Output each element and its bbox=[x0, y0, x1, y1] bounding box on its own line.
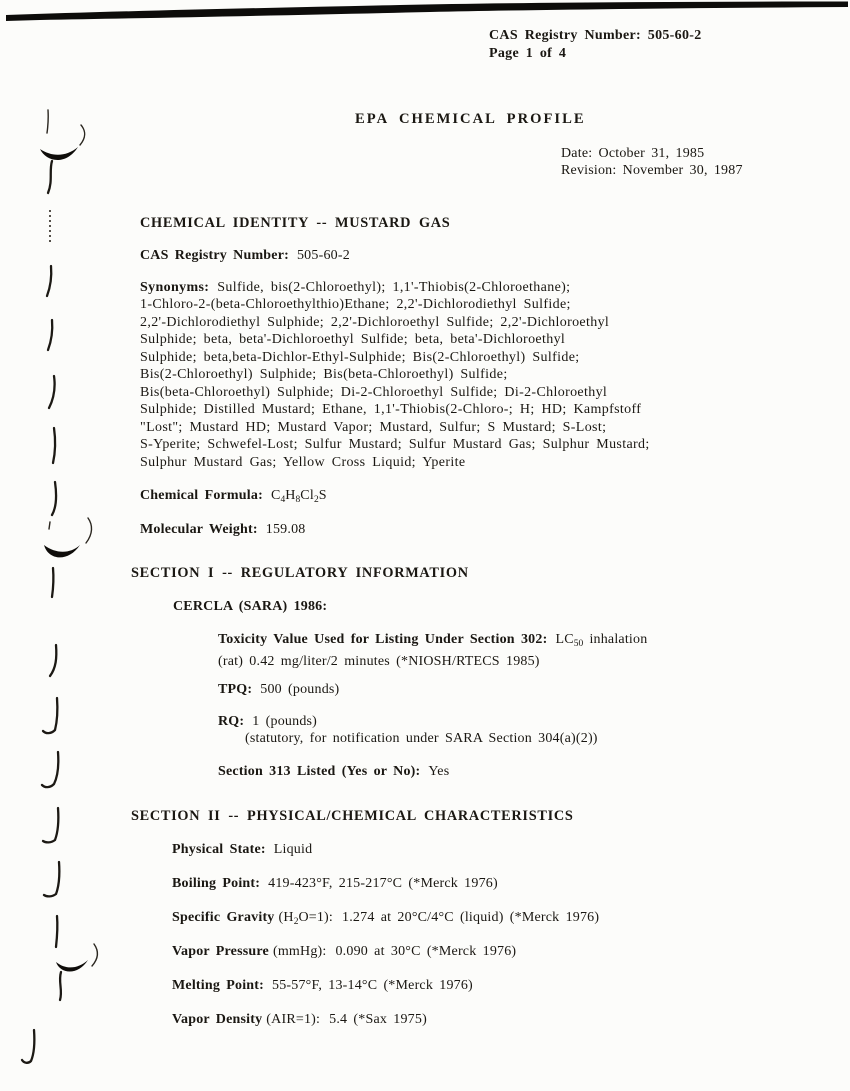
toxicity-label: Toxicity Value Used for Listing Under Section 302: bbox=[218, 632, 548, 647]
cas-registry-value: 505-60-2 bbox=[296, 248, 350, 263]
identity-heading: CHEMICAL IDENTITY -- MUSTARD GAS bbox=[140, 215, 451, 231]
vapor-density-line bbox=[172, 1011, 427, 1028]
tpq-line bbox=[218, 681, 339, 698]
margin-scan-marks bbox=[0, 0, 120, 1091]
toxicity-block bbox=[218, 631, 647, 671]
chemical-formula-label: Chemical Formula: bbox=[140, 488, 263, 503]
cas-registry-label: CAS Registry Number: bbox=[140, 248, 289, 263]
melting-point-value: 55-57°F, 13-14°C (*Merck 1976) bbox=[272, 978, 473, 993]
synonyms-line: Sulphide; beta,beta-Dichlor-Ethyl-Sulphide; Bis(2-Chloroethyl) Sulfide; bbox=[140, 349, 580, 365]
boiling-point-value: 419-423°F, 215-217°C (*Merck 1976) bbox=[268, 876, 498, 891]
synonyms-line: Bis(beta-Chloroethyl) Sulphide; Di-2-Chloroethyl Sulfide; Di-2-Chloroethyl bbox=[140, 384, 608, 400]
synonyms-line: Synonyms: Sulfide, bis(2-Chloroethyl); 1,1'-Thiobis(2-Chloroethane); bbox=[140, 280, 571, 295]
rq-note: (statutory, for notification under SARA Section 304(a)(2)) bbox=[245, 731, 598, 747]
molecular-weight-value: 159.08 bbox=[265, 522, 306, 537]
section2-heading: SECTION II -- PHYSICAL/CHEMICAL CHARACTERISTICS bbox=[131, 808, 574, 824]
physical-state-label: Physical State: bbox=[172, 842, 266, 857]
toxicity-line2: (rat) 0.42 mg/liter/2 minutes (*NIOSH/RTECS 1985) bbox=[218, 654, 540, 670]
synonyms-line: Sulphur Mustard Gas; Yellow Cross Liquid; Yperite bbox=[140, 454, 466, 470]
toxicity-line1 bbox=[218, 631, 647, 653]
header-block bbox=[489, 27, 702, 62]
section313-line bbox=[218, 763, 449, 780]
specific-gravity-label: Specific Gravity bbox=[172, 910, 275, 925]
synonyms-line: "Lost"; Mustard HD; Mustard Vapor; Mustard, Sulfur; S Mustard; S-Lost; bbox=[140, 419, 607, 435]
vapor-pressure-label: Vapor Pressure bbox=[172, 944, 269, 959]
chemical-formula-line bbox=[140, 487, 327, 509]
synonyms-paragraph bbox=[140, 279, 650, 471]
rq-label: RQ: bbox=[218, 714, 245, 729]
chemical-formula-value: $C_4H_8Cl_2S$ bbox=[270, 488, 327, 505]
vapor-density-value: 5.4 (*Sax 1975) bbox=[329, 1012, 427, 1027]
cercla-heading: CERCLA (SARA) 1986: bbox=[173, 599, 328, 614]
vapor-pressure-line bbox=[172, 943, 516, 960]
cas-registry-line bbox=[140, 247, 350, 264]
section313-value: Yes bbox=[428, 764, 450, 779]
boiling-point-line bbox=[172, 875, 498, 892]
synonyms-line: S-Yperite; Schwefel-Lost; Sulfur Mustard; Sulfur Mustard Gas; Sulphur Mustard; bbox=[140, 437, 650, 453]
scan-artifact-top-line bbox=[0, 0, 850, 30]
vapor-pressure-paren: (mmHg): bbox=[272, 944, 327, 959]
vapor-pressure-value: 0.090 at 30°C (*Merck 1976) bbox=[335, 944, 517, 959]
date-block bbox=[561, 145, 743, 180]
specific-gravity-line bbox=[172, 909, 599, 931]
specific-gravity-value: 1.274 at 20°C/4°C (liquid) (*Merck 1976) bbox=[342, 910, 600, 925]
synonyms-line: Sulphide; beta, beta'-Dichloroethyl Sulfide; beta, beta'-Dichloroethyl bbox=[140, 332, 566, 348]
section313-label: Section 313 Listed (Yes or No): bbox=[218, 764, 421, 779]
page-title: EPA CHEMICAL PROFILE bbox=[355, 111, 586, 127]
revision-line: Revision: November 30, 1987 bbox=[561, 163, 743, 179]
date-line: Date: October 31, 1985 bbox=[561, 146, 705, 161]
rq-value: 1 (pounds) bbox=[252, 714, 318, 729]
tpq-value: 500 (pounds) bbox=[260, 682, 340, 697]
rq-block bbox=[218, 713, 598, 748]
vapor-density-label: Vapor Density bbox=[172, 1012, 263, 1027]
tpq-label: TPQ: bbox=[218, 682, 253, 697]
header-page-number: Page 1 of 4 bbox=[489, 45, 567, 61]
molecular-weight-label: Molecular Weight: bbox=[140, 522, 258, 537]
molecular-weight-line bbox=[140, 521, 305, 538]
synonyms-label: Synonyms: bbox=[140, 280, 210, 295]
section1-heading: SECTION I -- REGULATORY INFORMATION bbox=[131, 565, 469, 581]
specific-gravity-paren: $(H_2O=1)$: bbox=[278, 910, 334, 927]
boiling-point-label: Boiling Point: bbox=[172, 876, 261, 891]
vapor-density-paren: (AIR=1): bbox=[266, 1012, 321, 1027]
physical-state-line bbox=[172, 841, 312, 858]
toxicity-value: $LC_{50}$ inhalation bbox=[555, 632, 648, 649]
rq-line bbox=[218, 713, 598, 730]
synonyms-line: 2,2'-Dichlorodiethyl Sulphide; 2,2'-Dichloroethyl Sulfide; 2,2'-Dichloroethyl bbox=[140, 314, 610, 330]
melting-point-label: Melting Point: bbox=[172, 978, 265, 993]
melting-point-line bbox=[172, 977, 473, 994]
physical-state-value: Liquid bbox=[273, 842, 313, 857]
header-cas-registry: CAS Registry Number: 505-60-2 bbox=[489, 28, 702, 43]
synonyms-line: 1-Chloro-2-(beta-Chloroethylthio)Ethane; 2,2'-Dichlorodiethyl Sulfide; bbox=[140, 297, 571, 313]
synonyms-line: Bis(2-Chloroethyl) Sulphide; Bis(beta-Chloroethyl) Sulfide; bbox=[140, 367, 508, 383]
synonyms-line: Sulphide; Distilled Mustard; Ethane, 1,1'-Thiobis(2-Chloro-; H; HD; Kampfstoff bbox=[140, 402, 642, 418]
